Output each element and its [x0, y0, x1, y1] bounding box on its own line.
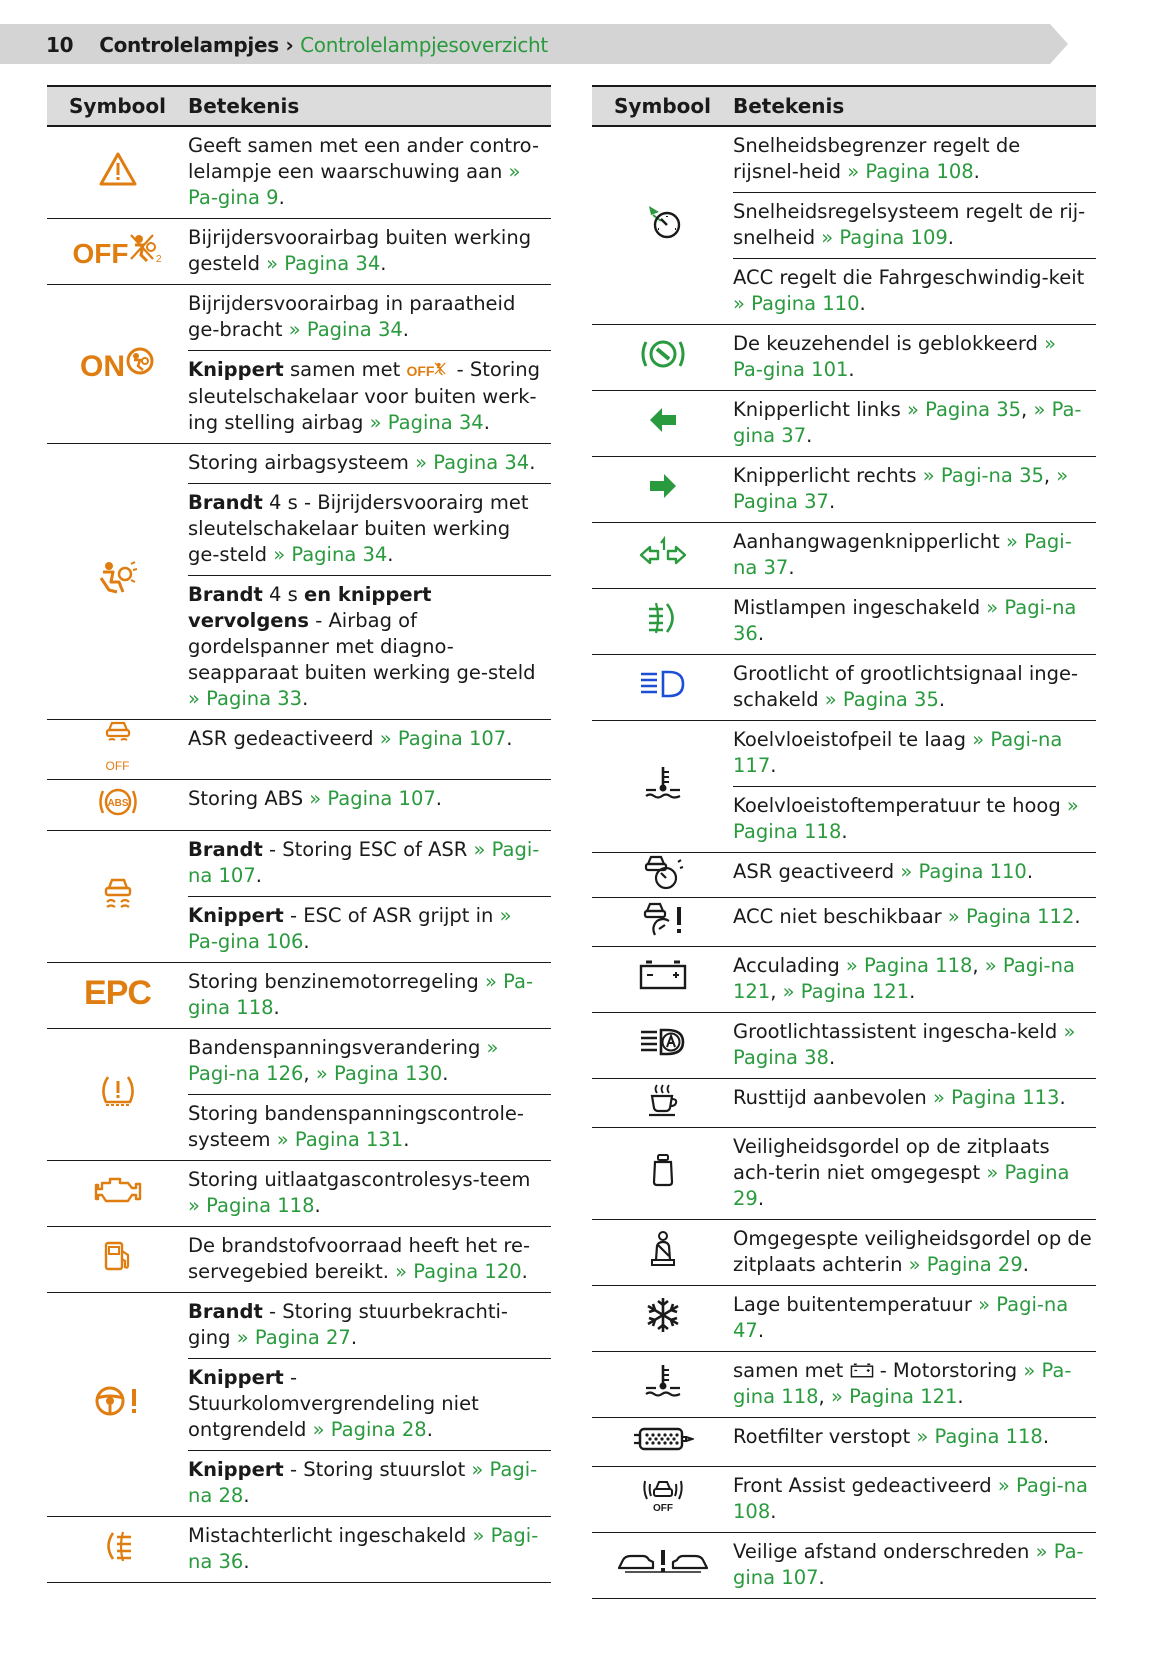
table-row — [47, 780, 551, 831]
row-text: Grootlichtassistent ingescha-keld — [733, 1020, 1064, 1043]
meaning-column-header: Betekenis — [733, 86, 1096, 126]
page-link[interactable]: » Pagina 35 — [906, 398, 1022, 421]
page-link[interactable]: » Pagina 118 — [733, 794, 1079, 843]
page-link[interactable]: » Pagi-na 36 — [733, 596, 1077, 645]
epc-text-icon: EPC — [84, 974, 151, 1012]
row-bold: Knippert — [188, 1458, 284, 1481]
page-link[interactable]: » Pagina 120 — [395, 1260, 522, 1283]
page-link[interactable]: » Pa-gina 118 — [733, 1359, 1072, 1408]
row-bold: Brandt — [188, 583, 263, 606]
row-text-end: . — [402, 318, 409, 341]
row-bold: en knippert vervolgens — [188, 583, 432, 632]
row-text: - Storing ESC of ASR — [262, 838, 474, 861]
page-link[interactable]: » Pagina 29 — [908, 1253, 1023, 1276]
page-link[interactable]: » Pa-gina 106 — [188, 904, 512, 953]
row-text: , — [1043, 464, 1057, 487]
row-text: - Motorstoring — [873, 1359, 1024, 1382]
row-text: Veilige afstand onderschreden — [733, 1540, 1036, 1563]
row-text-end: . — [828, 490, 836, 513]
table-row — [592, 853, 1096, 898]
row-text-end: . — [841, 820, 848, 843]
meaning-column-header: Betekenis — [188, 86, 551, 126]
page-link[interactable]: » Pagina 38 — [733, 1020, 1076, 1069]
row-text: , — [303, 1062, 316, 1085]
row-text: Mistlampen ingeschakeld — [733, 596, 987, 619]
row-text: 4 s — [262, 583, 304, 606]
row-text: Knipperlicht rechts — [733, 464, 923, 487]
page-link[interactable]: » Pagina 34 — [415, 451, 530, 474]
row-text: De brandstofvoorraad heeft het re-servegebied bereikt. — [188, 1234, 531, 1283]
row-text-end: . — [957, 1385, 964, 1408]
row-text-end: . — [1022, 1253, 1029, 1276]
table-row — [592, 1128, 1096, 1220]
table-row — [47, 831, 551, 897]
coolant-temperature-icon — [643, 764, 683, 802]
row-text: , — [818, 1385, 831, 1408]
table-row — [592, 947, 1096, 1013]
row-text: ACC niet beschikbaar — [733, 905, 948, 928]
airbag-off-inline-person-icon — [434, 362, 450, 376]
row-text: Bijrijdersvoorairbag in paraatheid ge-bracht — [188, 292, 516, 341]
abs-icon-label: ABS — [106, 797, 129, 809]
table-row — [47, 1161, 551, 1227]
steering-fault-icon — [93, 1384, 143, 1418]
row-text-end: . — [483, 411, 490, 434]
row-text-end: . — [442, 1062, 449, 1085]
row-text-end: . — [303, 930, 310, 953]
rear-fog-light-icon — [101, 1529, 135, 1563]
particulate-filter-icon — [632, 1425, 694, 1453]
row-text: Front Assist gedeactiveerd — [733, 1474, 998, 1497]
warning-triangle-icon — [98, 151, 138, 187]
row-text-end: . — [273, 996, 280, 1019]
row-bold: Brandt — [188, 1300, 263, 1323]
table-row — [592, 898, 1096, 947]
page-link[interactable]: » Pagi-na 35 — [922, 464, 1044, 487]
page-link[interactable]: » Pagi-na 117 — [733, 728, 1063, 777]
row-text: Veiligheidsgordel op de zitplaats ach-terin niet omgegespt — [733, 1135, 1050, 1184]
row-text: , — [770, 980, 783, 1003]
row-text-end: . — [435, 787, 442, 810]
page-link[interactable]: » Pagina 33 — [188, 687, 303, 710]
row-text: samen met — [283, 358, 407, 381]
trailer-turn-signal-icon — [638, 535, 688, 569]
page-link[interactable]: » Pagi-na 108 — [733, 1474, 1088, 1523]
left-indicator-table — [47, 85, 551, 1583]
passenger-airbag-off-icon — [129, 233, 163, 263]
row-text: Omgegespte veiligheidsgordel op de zitplaats achterin — [733, 1227, 1092, 1276]
symbol-column-header: Symbool — [47, 86, 188, 126]
breadcrumb-separator: › — [285, 33, 294, 57]
row-text: Storing uitlaatgascontrolesys-teem — [188, 1168, 531, 1191]
row-text-end: . — [757, 622, 765, 645]
table-row — [592, 655, 1096, 721]
high-beam-icon — [639, 669, 687, 699]
page-link[interactable]: » Pagina 27 — [236, 1326, 351, 1349]
row-text: Bijrijdersvoorairbag buiten werking gesteld — [188, 226, 532, 275]
row-text: - ESC of ASR grijpt in — [283, 904, 500, 927]
svg-text:2: 2 — [155, 254, 162, 263]
row-text: Koelvloeistofpeil te laag — [733, 728, 973, 751]
page-link[interactable]: » Pagi-na 126 — [188, 1036, 499, 1085]
symbol-column-header: Symbool — [592, 86, 733, 126]
subsection-title: Controlelampjesoverzicht — [300, 33, 548, 57]
page-link[interactable]: » Pagi-na 36 — [188, 1524, 539, 1573]
fog-light-icon — [645, 600, 681, 636]
table-row — [592, 1079, 1096, 1128]
row-text-end: . — [506, 727, 513, 750]
page-link[interactable]: » Pagina 121 — [782, 980, 910, 1003]
row-text: Storing benzinemotorregeling — [188, 970, 485, 993]
page-link[interactable]: » Pagina 34 — [369, 411, 484, 434]
page-link[interactable]: » Pagina 34 — [266, 252, 381, 275]
row-text-end: . — [314, 1194, 321, 1217]
row-text: Geeft samen met een ander contro-lelampje een waarschuwing aan — [188, 134, 539, 183]
coffee-cup-icon — [646, 1082, 680, 1118]
row-text: - Stuurkolomvergrendeling niet ontgrendeld — [188, 1366, 479, 1441]
airbag-system-icon — [97, 560, 139, 596]
safe-distance-warning-icon — [617, 1548, 709, 1576]
row-text-end: . — [1074, 905, 1081, 928]
page-link[interactable]: » Pa-gina 101 — [733, 332, 1057, 381]
row-bold: Brandt — [188, 838, 263, 861]
row-text: Storing bandenspanningscontrole-systeem — [188, 1102, 524, 1151]
page-link[interactable]: » Pagina 113 — [932, 1086, 1060, 1109]
tire-pressure-icon — [98, 1074, 138, 1108]
selector-lever-locked-icon — [640, 337, 686, 371]
row-text-end: . — [243, 1484, 250, 1507]
airbag-off-inline-icon: OFF — [406, 363, 435, 379]
row-text-end: . — [859, 292, 866, 315]
page-link[interactable]: » Pagi-na 107 — [188, 838, 540, 887]
page-link[interactable]: » Pagi-na 28 — [188, 1458, 538, 1507]
row-text: De keuzehendel is geblokkeerd — [733, 332, 1045, 355]
row-text: , — [1021, 398, 1034, 421]
table-row — [47, 1029, 551, 1095]
page-link[interactable]: » Pagi-na 37 — [733, 530, 1072, 579]
page-link[interactable]: » Pa-gina 107 — [733, 1540, 1084, 1589]
row-text-end: . — [973, 160, 980, 183]
row-text: Lage buitentemperatuur — [733, 1293, 979, 1316]
row-text-end: . — [947, 226, 954, 249]
page-link[interactable]: » Pagina 107 — [379, 727, 507, 750]
page-link[interactable]: » Pagina 28 — [312, 1418, 427, 1441]
row-text-end: . — [770, 754, 777, 777]
row-text-end: . — [521, 1260, 528, 1283]
page-link[interactable]: » Pagina 107 — [309, 787, 436, 810]
row-text: Storing airbagsysteem — [188, 451, 416, 474]
row-text: Knipperlicht links — [733, 398, 907, 421]
row-text-end: . — [818, 1566, 825, 1589]
table-row — [592, 589, 1096, 655]
page-link[interactable]: » Pa-gina 9 — [188, 160, 521, 209]
asr-off-label: OFF — [105, 759, 130, 773]
page-link[interactable]: » Pagina 110 — [900, 860, 1027, 883]
page-link[interactable]: » Pagina 108 — [847, 160, 974, 183]
row-text-end: . — [278, 186, 285, 209]
table-row — [592, 1467, 1096, 1533]
page-link[interactable]: » Pagina 34 — [273, 543, 388, 566]
section-title: Controlelampjes — [99, 33, 279, 57]
row-text: , — [972, 954, 985, 977]
row-text: Snelheidsregelsysteem regelt de rij-snelheid — [733, 200, 1086, 249]
row-text-end: . — [1026, 860, 1034, 883]
turn-signal-left-icon — [648, 406, 678, 434]
row-text-end: . — [788, 556, 795, 579]
row-text-end: . — [1059, 1086, 1066, 1109]
table-row — [47, 219, 551, 285]
right-table-column — [592, 85, 1096, 1599]
row-text-end: . — [806, 424, 813, 447]
row-text: Bandenspanningsverandering — [188, 1036, 487, 1059]
row-text-end: . — [243, 1550, 250, 1573]
row-text-end: . — [1042, 1425, 1050, 1448]
rear-seatbelt-buckled-icon — [648, 1230, 678, 1268]
table-row — [47, 720, 551, 780]
table-row — [47, 126, 551, 219]
row-bold: Knippert — [188, 1366, 284, 1389]
row-text-end: . — [909, 980, 916, 1003]
row-text: Snelheidsbegrenzer regelt de rijsnel-heid — [733, 134, 1021, 183]
table-row — [47, 1293, 551, 1359]
row-text: - Airbag of gordelspanner met diagno-seapparaat buiten werking ge-steld — [188, 609, 536, 684]
table-row — [592, 1013, 1096, 1079]
row-text: Storing ABS — [188, 787, 310, 810]
table-row — [592, 1352, 1096, 1418]
page-link[interactable]: » Pagina 118 — [916, 1425, 1043, 1448]
row-text: ACC regelt die Fahrgeschwindig-keit — [733, 266, 1085, 289]
page-number: 10 — [46, 33, 74, 57]
table-row — [592, 721, 1096, 787]
page-link[interactable]: » Pa-gina 118 — [188, 970, 533, 1019]
page-link[interactable]: » Pagina 131 — [276, 1128, 404, 1151]
table-row — [592, 391, 1096, 457]
abs-icon — [97, 785, 139, 819]
row-bold: Knippert — [188, 904, 284, 927]
battery-icon — [638, 960, 688, 992]
row-text: samen met — [733, 1359, 850, 1382]
page-link[interactable]: » Pa-gina 37 — [733, 398, 1082, 447]
page-link[interactable]: » Pagina 35 — [824, 688, 939, 711]
row-text-end: . — [848, 358, 855, 381]
left-table-column — [47, 85, 551, 1583]
table-row — [592, 1286, 1096, 1352]
table-row — [47, 1517, 551, 1583]
airbag-off-text-icon: OFF — [72, 238, 129, 269]
row-text-end: . — [302, 687, 309, 710]
row-text-end: . — [757, 1319, 765, 1342]
row-text-end: . — [255, 864, 262, 887]
table-row — [592, 457, 1096, 523]
table-row — [592, 523, 1096, 589]
table-row — [47, 285, 551, 351]
esc-car-icon — [101, 876, 135, 910]
row-bold: Brandt — [188, 491, 263, 514]
right-indicator-table — [592, 85, 1096, 1599]
row-text: - Storing sleutelschakelaar voor buiten werk-ing stelling airbag — [188, 358, 541, 434]
row-text-end: . — [403, 1128, 410, 1151]
row-text: Grootlicht of grootlichtsignaal inge-schakeld — [733, 662, 1079, 711]
row-text: ASR geactiveerd — [733, 860, 901, 883]
table-row — [47, 1227, 551, 1293]
acc-unavailable-icon — [641, 901, 685, 937]
page-link[interactable]: » Pagina 121 — [830, 1385, 958, 1408]
page-link[interactable]: » Pagina 118 — [845, 954, 973, 977]
page-link[interactable]: » Pagina 29 — [733, 1161, 1070, 1210]
table-row — [592, 1220, 1096, 1286]
coolant-engine-fault-icon — [643, 1362, 683, 1400]
page-link[interactable]: » Pagina 112 — [947, 905, 1075, 928]
page-header — [46, 33, 548, 57]
row-text: - Storing stuurslot — [283, 1458, 472, 1481]
high-beam-assist-icon — [639, 1026, 687, 1058]
row-text-end: . — [757, 1187, 765, 1210]
row-bold: Knippert — [188, 358, 284, 381]
row-text-end: . — [529, 451, 536, 474]
page-link[interactable]: » Pagina 110 — [733, 292, 860, 315]
table-row — [592, 1418, 1096, 1467]
row-text: Aanhangwagenknipperlicht — [733, 530, 1006, 553]
page-link[interactable]: » Pagi-na 47 — [733, 1293, 1069, 1342]
snowflake-icon — [645, 1296, 681, 1334]
turn-signal-right-icon — [648, 472, 678, 500]
engine-check-icon — [94, 1175, 142, 1205]
speed-regulator-icon — [641, 203, 685, 241]
row-text-end: . — [828, 1046, 836, 1069]
row-text-end: . — [938, 688, 946, 711]
page-link[interactable]: » Pagina 118 — [188, 1194, 315, 1217]
airbag-on-text-icon: ON — [80, 349, 125, 383]
page-link[interactable]: » Pagina 34 — [288, 318, 403, 341]
rear-seatbelt-unbuckled-icon — [650, 1152, 676, 1188]
asr-off-car-icon — [103, 720, 133, 744]
row-text: ASR gedeactiveerd — [188, 727, 380, 750]
asr-active-icon — [642, 854, 684, 890]
row-text: Mistachterlicht ingeschakeld — [188, 1524, 473, 1547]
row-text: Acculading — [733, 954, 846, 977]
row-text: - Storing stuurbekrachti-ging — [188, 1300, 508, 1349]
row-text: 4 s - Bijrijdersvoorairg met sleutelschakelaar buiten werking ge-steld — [188, 491, 529, 566]
table-row — [592, 1533, 1096, 1599]
page-link[interactable]: » Pagina 109 — [821, 226, 948, 249]
row-text-end: . — [350, 1326, 358, 1349]
table-row — [592, 126, 1096, 193]
table-row — [592, 325, 1096, 391]
page-link[interactable]: » Pagi-na 121 — [733, 954, 1075, 1003]
page-link[interactable]: » Pagina 130 — [315, 1062, 443, 1085]
row-text: Koelvloeistoftemperatuur te hoog — [733, 794, 1067, 817]
passenger-airbag-on-icon — [125, 346, 155, 376]
front-assist-off-label: OFF — [652, 1503, 673, 1514]
page-link[interactable]: » Pagina 37 — [733, 464, 1069, 513]
row-text: Rusttijd aanbevolen — [733, 1086, 933, 1109]
row-text-end: . — [387, 543, 394, 566]
row-text-end: . — [770, 1500, 777, 1523]
row-text-end: . — [426, 1418, 433, 1441]
fuel-pump-icon — [102, 1239, 134, 1273]
table-row — [47, 963, 551, 1029]
battery-inline-icon — [850, 1363, 874, 1379]
row-text-end: . — [380, 252, 387, 275]
front-assist-off-icon — [641, 1477, 685, 1515]
row-text: Roetfilter verstopt — [733, 1425, 917, 1448]
table-row — [47, 444, 551, 484]
